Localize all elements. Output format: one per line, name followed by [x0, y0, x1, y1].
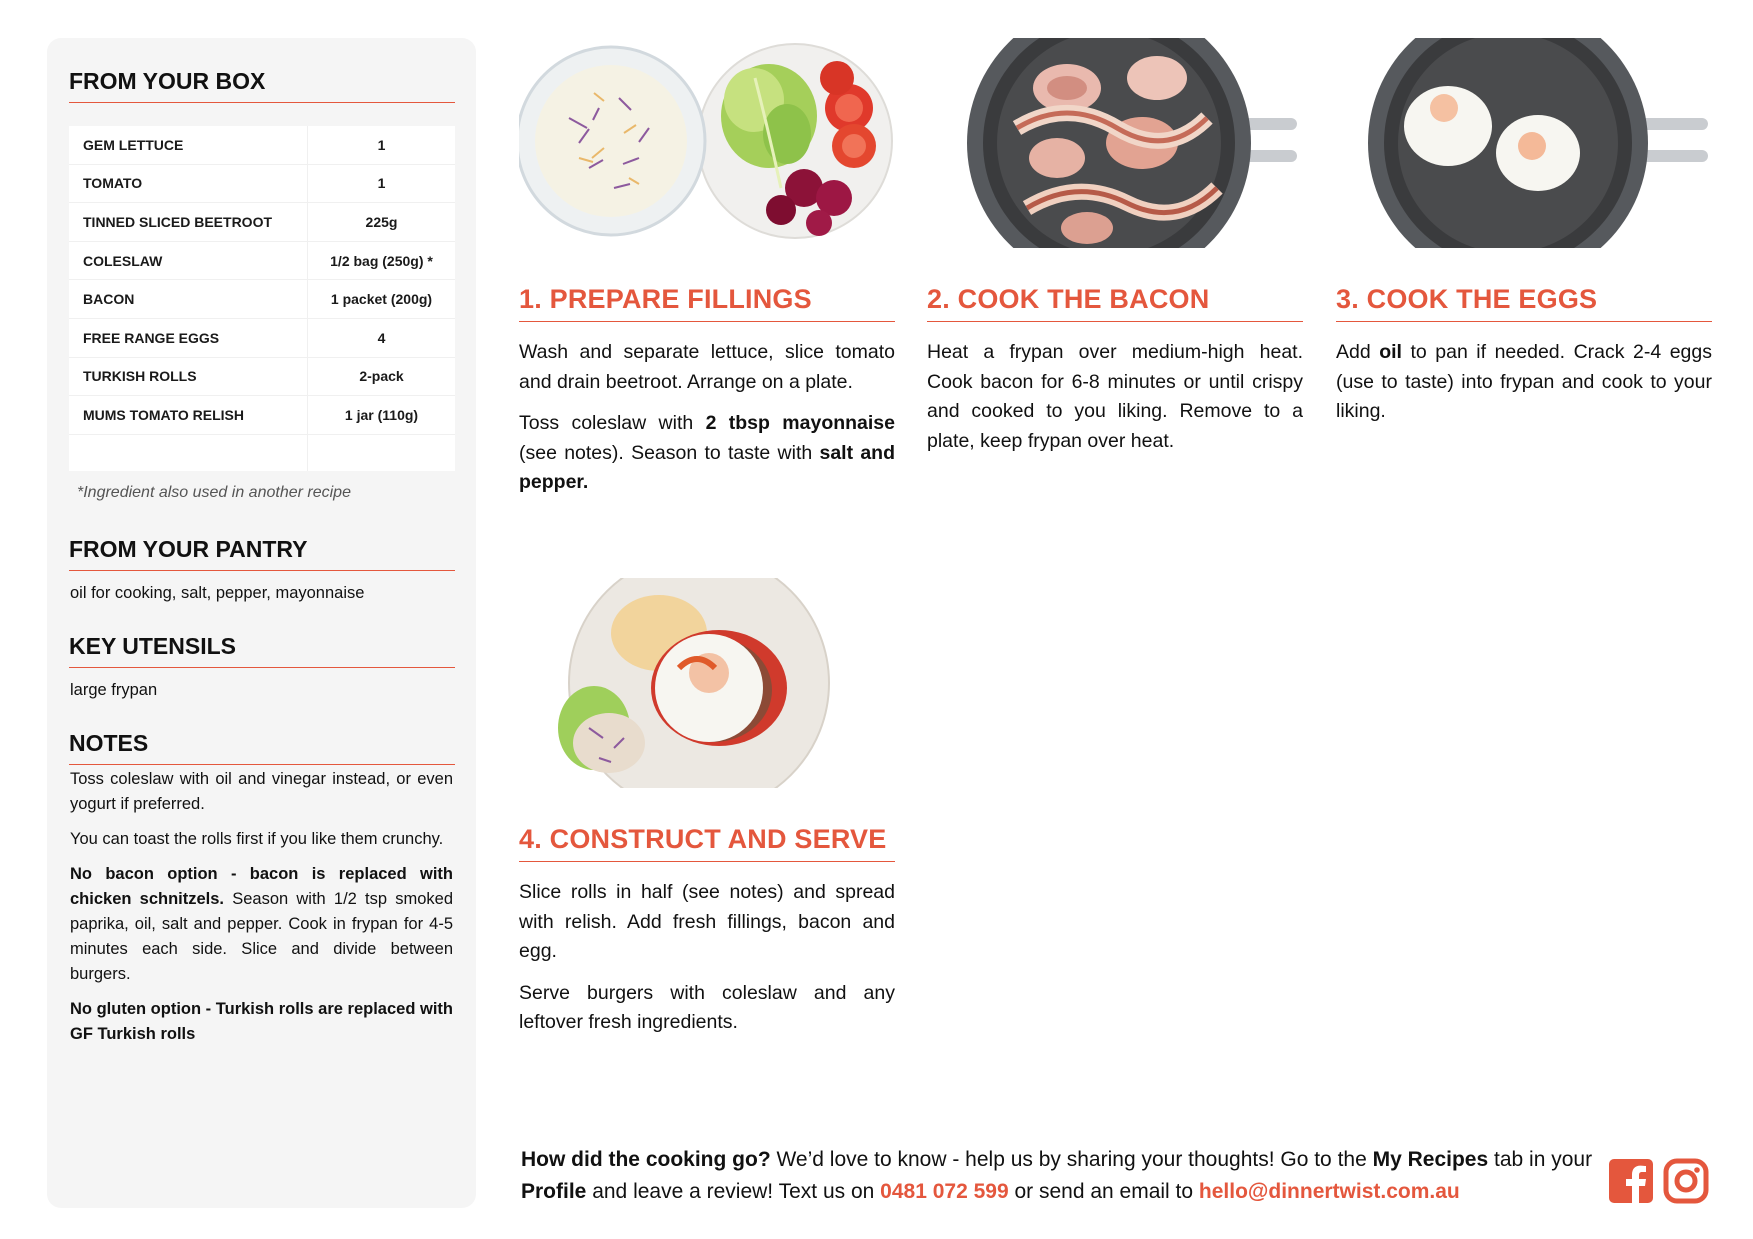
profile-label: Profile: [521, 1180, 587, 1203]
note-item: You can toast the rolls first if you like them crunchy.: [70, 830, 444, 848]
step-3: [1336, 38, 1712, 439]
ingredient-qty: 225g: [308, 203, 456, 242]
table-row-empty: [69, 434, 455, 471]
cook-eggs-photo: [1336, 38, 1712, 248]
step-text: (see notes). Season to taste with: [519, 441, 820, 464]
ingredient-name: TURKISH ROLLS: [69, 357, 308, 396]
instagram-icon[interactable]: [1663, 1158, 1709, 1204]
note-bold: No bacon option - bacon is replaced with chicken schnitzels.: [70, 865, 453, 908]
facebook-icon[interactable]: [1608, 1158, 1654, 1204]
ingredient-name: GEM LETTUCE: [69, 126, 308, 164]
feedback-message: [521, 1144, 1596, 1208]
ingredients-table: [69, 126, 455, 471]
step-text: to pan if needed. Crack 2-4 eggs (use to taste) into frypan and cook to your liking.: [1336, 341, 1712, 422]
from-your-pantry-title: FROM YOUR PANTRY: [69, 536, 455, 571]
step-4-title: 4. CONSTRUCT AND SERVE: [519, 824, 895, 862]
key-utensils-title: KEY UTENSILS: [69, 633, 455, 668]
construct-serve-photo: [519, 578, 895, 788]
step-bold: salt and pepper.: [519, 441, 895, 493]
my-recipes-label: My Recipes: [1372, 1148, 1489, 1171]
step-1-paragraph-2: [519, 409, 895, 498]
feedback-text: and leave a review! Text us on: [586, 1180, 881, 1203]
feedback-text: or send an email to: [1008, 1180, 1199, 1203]
step-4: [519, 578, 895, 1050]
notes-list: [70, 767, 453, 1057]
ingredient-qty: 4: [308, 318, 456, 357]
step-1-paragraph-1: Wash and separate lettuce, slice tomato and drain beetroot. Arrange on a plate.: [519, 341, 895, 393]
step-1: [519, 38, 895, 510]
table-row: [69, 203, 455, 242]
feedback-text: tab in your: [1488, 1148, 1593, 1171]
step-2-body: [927, 338, 1303, 456]
step-4-body: [519, 878, 895, 1038]
table-row: [69, 396, 455, 435]
phone-link[interactable]: 0481 072 599: [880, 1180, 1009, 1203]
step-1-body: [519, 338, 895, 498]
ingredient-qty: 1: [308, 164, 456, 203]
note-item: [70, 997, 453, 1047]
utensils-text: large frypan: [70, 681, 158, 699]
note-item: Toss coleslaw with oil and vinegar instead, or even yogurt if preferred.: [70, 770, 453, 813]
feedback-question: How did the cooking go?: [521, 1148, 771, 1171]
ingredient-name: FREE RANGE EGGS: [69, 318, 308, 357]
table-row: [69, 126, 455, 164]
step-bold: 2 tbsp mayonnaise: [705, 412, 896, 434]
ingredient-name: TOMATO: [69, 164, 308, 203]
notes-title: NOTES: [69, 730, 455, 765]
step-text: Add: [1336, 341, 1380, 363]
table-row: [69, 280, 455, 319]
table-row: [69, 357, 455, 396]
step-4-paragraph-1: Slice rolls in half (see notes) and spread with relish. Add fresh fillings, bacon and egg.: [519, 881, 895, 962]
step-text: Toss coleslaw with: [519, 412, 706, 434]
step-3-paragraph-1: [1336, 338, 1712, 427]
note-bold: No gluten option - Turkish rolls are replaced with GF Turkish rolls: [70, 1000, 453, 1043]
ingredient-qty: 1: [308, 126, 456, 164]
ingredient-name: BACON: [69, 280, 308, 319]
ingredient-name: MUMS TOMATO RELISH: [69, 396, 308, 435]
pantry-text: oil for cooking, salt, pepper, mayonnaise: [70, 584, 365, 602]
step-2-paragraph-1: Heat a frypan over medium-high heat. Cook bacon for 6-8 minutes or until crispy and cooked to you liking. Remove to a plate, keep frypan over heat.: [927, 341, 1303, 452]
note-text: Season with 1/2 tsp smoked paprika, oil, salt and pepper. Cook in frypan for 4-5 minutes each side. Slice and divide between burgers.: [70, 890, 453, 983]
email-link[interactable]: hello@dinnertwist.com.au: [1198, 1180, 1460, 1203]
note-item: [70, 862, 453, 987]
from-your-box-title: FROM YOUR BOX: [69, 68, 455, 103]
ingredient-qty: 1 jar (110g): [308, 396, 456, 435]
prepare-fillings-photo: [519, 38, 895, 248]
cook-bacon-photo: [927, 38, 1303, 248]
table-row: [69, 318, 455, 357]
feedback-text: We’d love to know - help us by sharing your thoughts! Go to the: [770, 1148, 1373, 1171]
ingredient-qty: 1/2 bag (250g) *: [308, 241, 456, 280]
step-4-paragraph-2: Serve burgers with coleslaw and any leftover fresh ingredients.: [519, 981, 895, 1033]
ingredient-qty: 2-pack: [308, 357, 456, 396]
ingredients-sidebar: [47, 38, 476, 1208]
ingredient-footnote: *Ingredient also used in another recipe: [77, 484, 351, 501]
step-2: [927, 38, 1303, 468]
ingredient-name: COLESLAW: [69, 241, 308, 280]
ingredient-qty: 1 packet (200g): [308, 280, 456, 319]
step-bold: oil: [1379, 341, 1402, 363]
ingredient-name: TINNED SLICED BEETROOT: [69, 203, 308, 242]
table-row: [69, 241, 455, 280]
step-3-title: 3. COOK THE EGGS: [1336, 284, 1712, 322]
step-1-title: 1. PREPARE FILLINGS: [519, 284, 895, 322]
step-2-title: 2. COOK THE BACON: [927, 284, 1303, 322]
table-row: [69, 164, 455, 203]
step-3-body: [1336, 338, 1712, 427]
